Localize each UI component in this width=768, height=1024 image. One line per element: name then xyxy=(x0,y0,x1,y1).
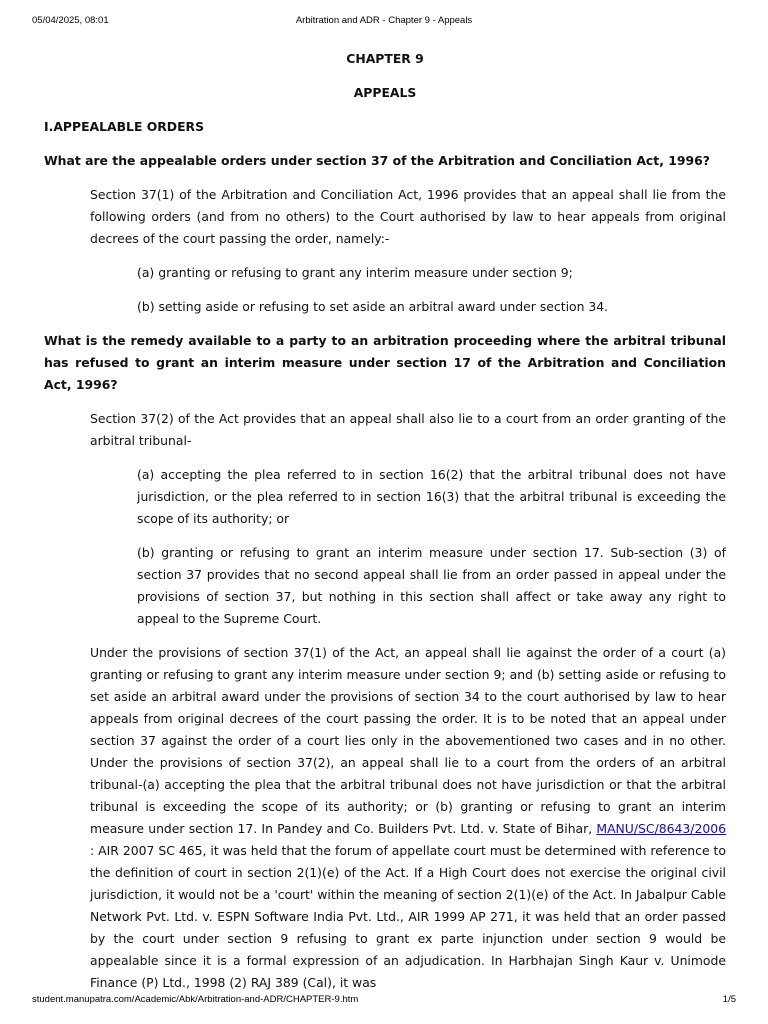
case-citation-link[interactable]: MANU/SC/8643/2006 xyxy=(596,821,726,836)
print-doc-title: Arbitration and ADR - Chapter 9 - Appeals xyxy=(295,15,473,26)
analysis-text-1: Under the provisions of section 37(1) of the Act, an appeal shall lie against the order of a court (a) granting or refusing to grant any interim measure under section 9; and (b) setting aside or refusing to set aside an arbitral award under the provisions of section 34 to the court authorised by law to hear appeals from original decrees of the court passing the order. It is to be noted that an appeal under section 37 against the order of a court lies only in the abovementioned two cases and in no other. Under the provisions of section 37(2), an appeal shall lie to a court from the orders of an arbitral tribunal-(a) accepting the plea that the arbitral tribunal does not have jurisdiction or that the arbitral tribunal is exceeding the scope of its authority; or (b) granting or refusing to grant an interim measure under section 17. In Pandey and Co. Builders Pvt. Ltd. v. State of Bihar, xyxy=(90,645,726,836)
print-datetime: 05/04/2025, 08:01 xyxy=(32,15,109,26)
paragraph-section-37-1: Section 37(1) of the Arbitration and Conciliation Act, 1996 provides that an appeal shall lie from the following orders (and from no others) to the Court authorised by law to hear appeals from original decrees of the court passing the order, namely:- xyxy=(90,187,726,246)
clause-2b: (b) granting or refusing to grant an interim measure under section 17. Sub-section (3) of section 37 provides that no second appeal shall lie from an order passed in appeal under the provisions of section 37, but nothing in this section shall affect or take away any right to appeal to the Supreme Court. xyxy=(137,545,726,626)
chapter-title: APPEALS xyxy=(353,85,417,100)
clause-2a: (a) accepting the plea referred to in section 16(2) that the arbitral tribunal does not have jurisdiction, or the plea referred to in section 16(3) that the arbitral tribunal is exceeding the scope of its authority; or xyxy=(137,467,726,526)
clause-1b: (b) setting aside or refusing to set aside an arbitral award under section 34. xyxy=(137,299,609,314)
document-body xyxy=(44,48,726,1006)
print-url: student.manupatra.com/Academic/Abk/Arbitration-and-ADR/CHAPTER-9.htm xyxy=(32,994,359,1005)
question-1: What are the appealable orders under section 37 of the Arbitration and Conciliation Act, 1996? xyxy=(44,153,710,168)
question-2: What is the remedy available to a party to an arbitration proceeding where the arbitral tribunal has refused to grant an interim measure under section 17 of the Arbitration and Conciliation Act, 1996? xyxy=(44,333,726,392)
section-heading: I.APPEALABLE ORDERS xyxy=(44,119,205,134)
clause-1a: (a) granting or refusing to grant any interim measure under section 9; xyxy=(137,265,573,280)
paragraph-section-37-2: Section 37(2) of the Act provides that an appeal shall also lie to a court from an order granting of the arbitral tribunal- xyxy=(90,411,726,448)
print-header xyxy=(32,15,736,29)
page-number: 1/5 xyxy=(722,994,736,1005)
print-footer xyxy=(32,994,736,1008)
paragraph-analysis xyxy=(90,642,726,994)
analysis-text-2: : AIR 2007 SC 465, it was held that the forum of appellate court must be determined with reference to the definition of court in section 2(1)(e) of the Act. If a High Court does not exercise the original civil jurisdiction, it would not be a 'court' within the meaning of section 2(1)(e) of the Act. In Jabalpur Cable Network Pvt. Ltd. v. ESPN Software India Pvt. Ltd., AIR 1999 AP 271, it was held that an order passed by the court under section 9 refusing to grant ex parte injunction under section 9 would be appealable since it is a formal expression of an adjudication. In Harbhajan Singh Kaur v. Unimode Finance (P) Ltd., 1998 (2) RAJ 389 (Cal), it was xyxy=(90,843,726,990)
chapter-number: CHAPTER 9 xyxy=(346,51,424,66)
